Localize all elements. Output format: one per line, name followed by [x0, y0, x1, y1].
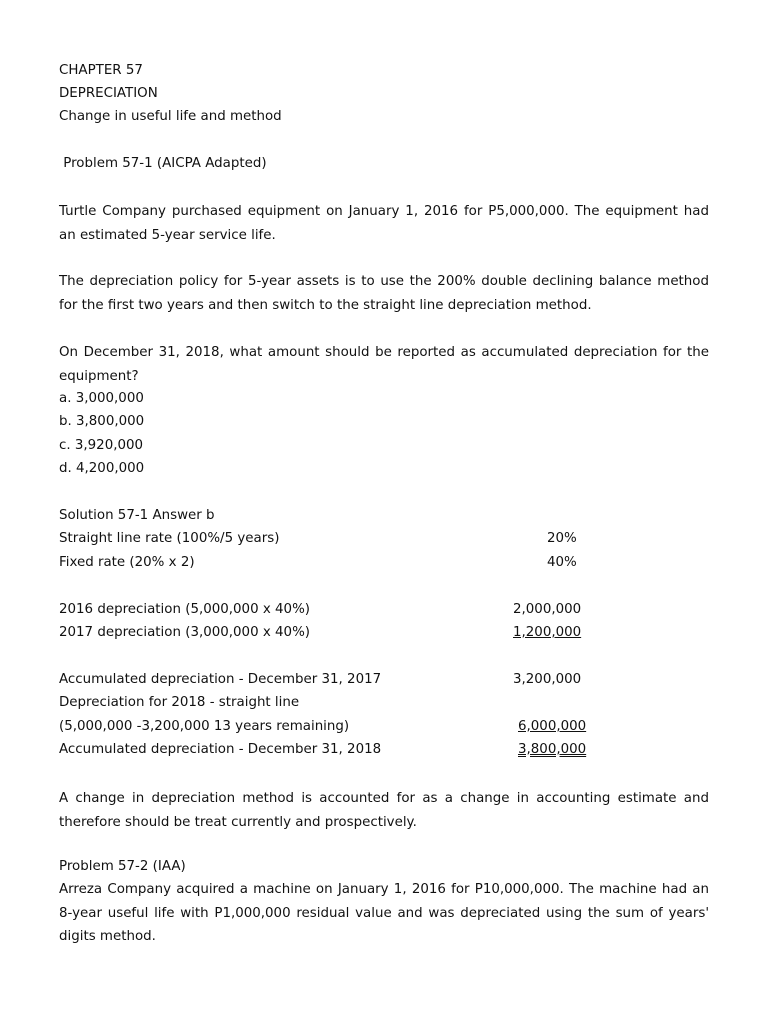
solution-row-value: 3,200,000: [513, 672, 582, 687]
problem2-paragraph-1: Arreza Company acquired a machine on January 1, 2016 for P10,000,000. The machine had an 8-year useful life with P1,000,000 residual value and was depreciated using the sum of years' digits method.: [59, 882, 709, 944]
solution-row-value: 40%: [547, 555, 577, 570]
solution-row-value-underlined: 1,200,000: [513, 625, 582, 640]
choice-c: c. 3,920,000: [59, 438, 144, 453]
choice-d: d. 4,200,000: [59, 461, 145, 476]
choice-b: b. 3,800,000: [59, 414, 145, 429]
subtopic-heading: Change in useful life and method: [59, 109, 282, 124]
solution-row-label: Straight line rate (100%/5 years): [59, 531, 280, 546]
solution1-note: A change in depreciation method is accounted for as a change in accounting estimate and therefore should be treat currently and prospectively.: [59, 791, 709, 830]
solution-row-label: Depreciation for 2018 - straight line: [59, 695, 300, 710]
solution-row-label: Fixed rate (20% x 2): [59, 555, 195, 570]
solution-row-value: 20%: [547, 531, 577, 546]
solution-row-value: 2,000,000: [513, 602, 582, 617]
topic-heading: DEPRECIATION: [59, 86, 158, 101]
problem1-question: On December 31, 2018, what amount should be reported as accumulated depreciation for the equipment?: [59, 345, 709, 384]
problem1-title: Problem 57-1 (AICPA Adapted): [59, 156, 267, 171]
choice-a: a. 3,000,000: [59, 391, 144, 406]
solution-row-label: Accumulated depreciation - December 31, 2017: [59, 672, 382, 687]
solution-row-label: (5,000,000 -3,200,000 13 years remaining): [59, 719, 350, 734]
solution-row-label: 2017 depreciation (3,000,000 x 40%): [59, 625, 311, 640]
problem2-title: Problem 57-2 (IAA): [59, 859, 186, 874]
solution-row-label: 2016 depreciation (5,000,000 x 40%): [59, 602, 311, 617]
solution-row-value-double-underlined: 3,800,000: [518, 742, 587, 757]
problem1-paragraph-1: Turtle Company purchased equipment on January 1, 2016 for P5,000,000. The equipment had an estimated 5-year service life.: [59, 204, 709, 243]
problem1-paragraph-2: The depreciation policy for 5-year assets is to use the 200% double declining balance method for the first two years and then switch to the straight line depreciation method.: [59, 274, 709, 313]
solution-row-label: Accumulated depreciation - December 31, 2018: [59, 742, 382, 757]
solution1-title: Solution 57-1 Answer b: [59, 508, 215, 523]
chapter-heading: CHAPTER 57: [59, 63, 143, 78]
solution-row-value-underlined: 6,000,000: [518, 719, 587, 734]
